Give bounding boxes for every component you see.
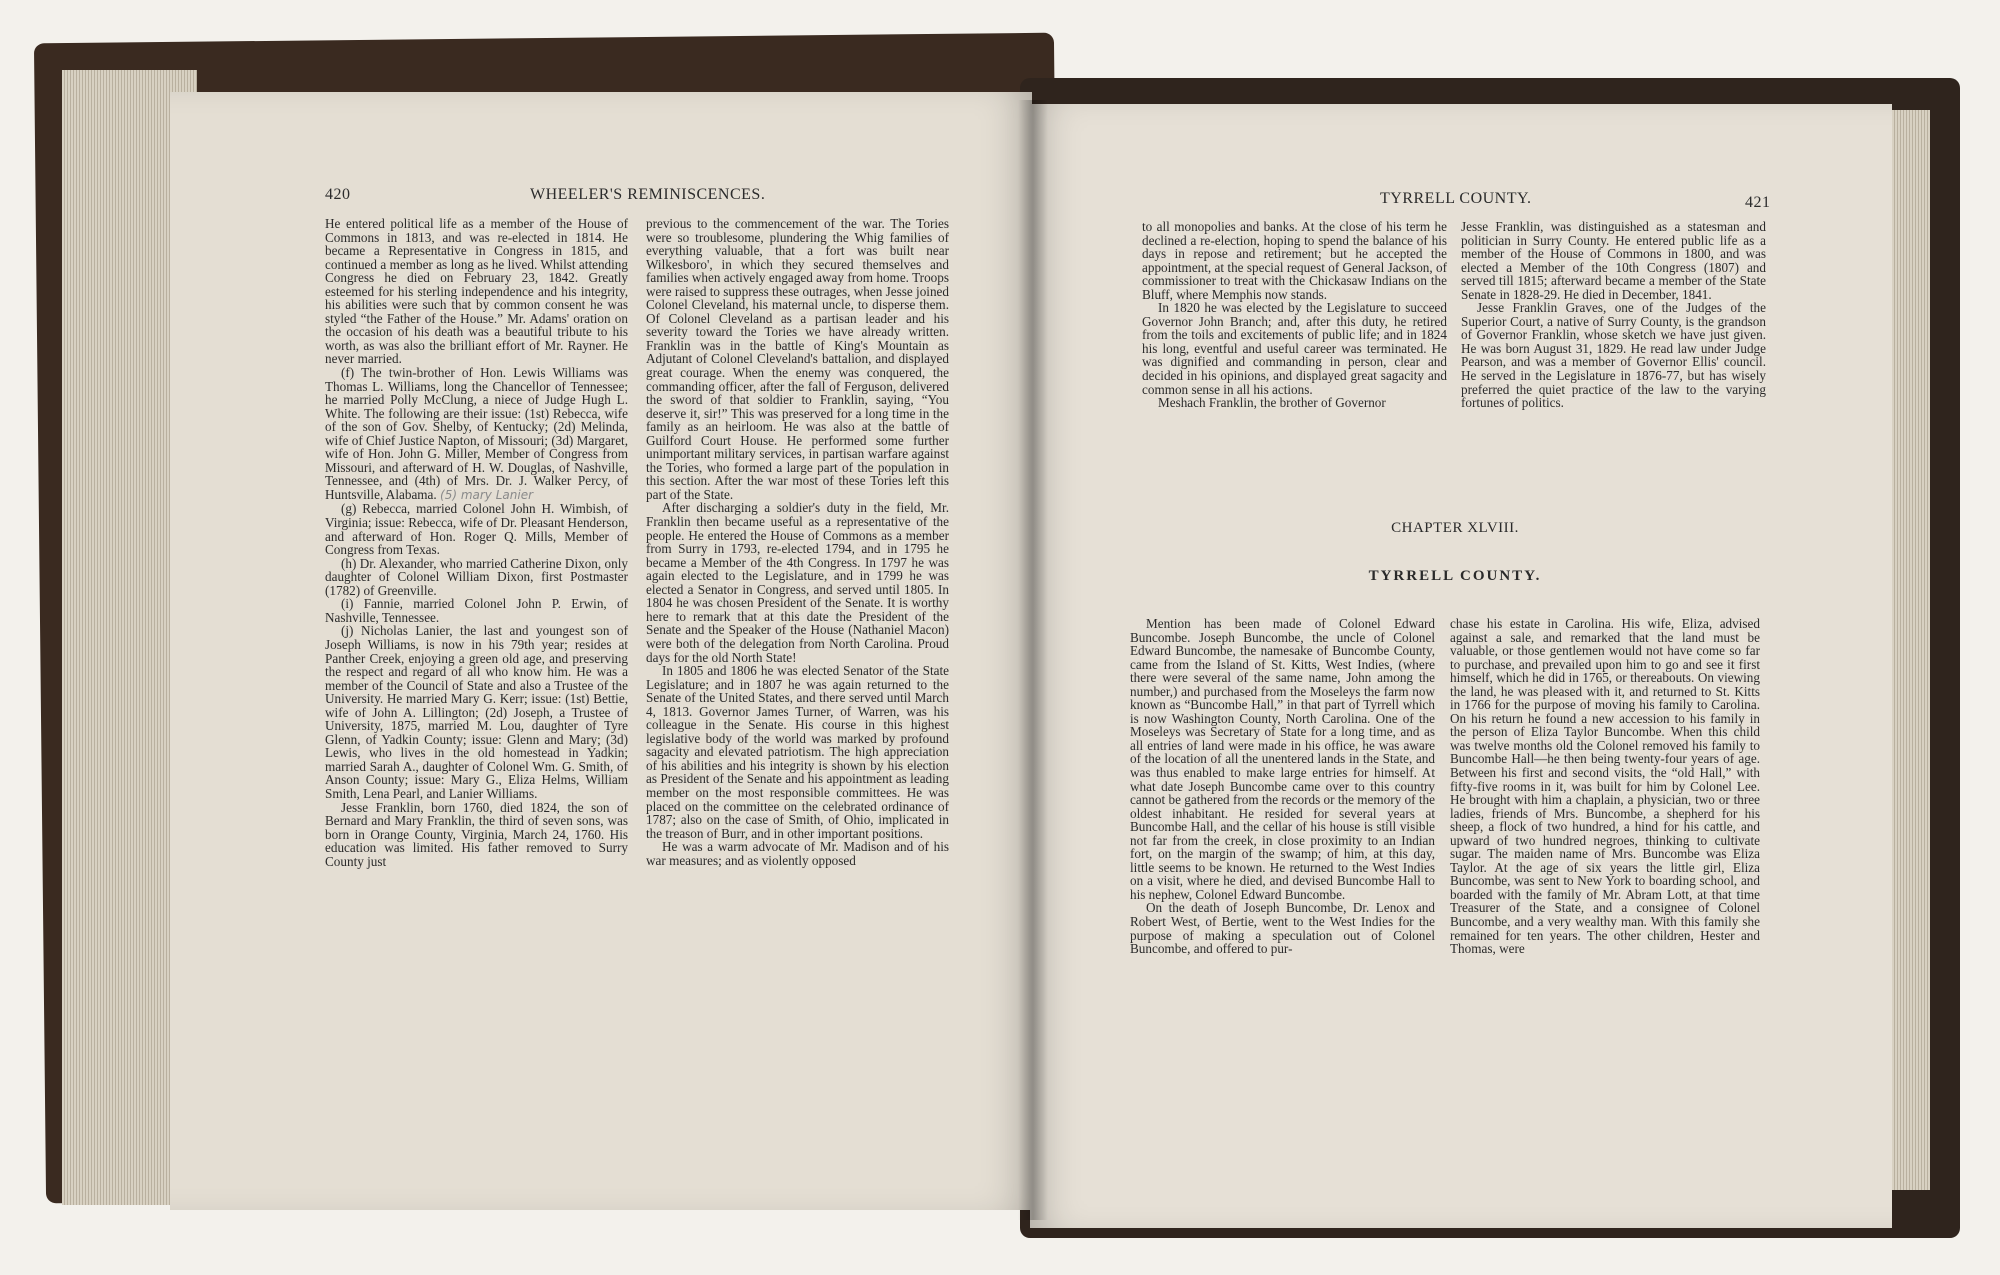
paragraph: Jesse Franklin Graves, one of the Judges of the Superior Court, a native of Surry County, is the grandson of Governor Franklin, whose sketch we have just given. He was born August 31, 1829. He read law under Judge Pearson, and was a member of Governor Ellis' council. He served in the Legislature in 1876-77, but has wisely preferred the quiet practice of the law to the varying fortunes of politics. [1461,300,1766,411]
paragraph: (i) Fannie, married Colonel John P. Erwin, of Nashville, Tennessee. [325,596,628,625]
paragraph: (j) Nicholas Lanier, the last and youngest son of Joseph Williams, is now in his 79th year; resides at Panther Creek, enjoying a green old age, and preserving the respect and regard of all who know him. He was a member of the Council of State and also a Trustee of the University. He married Mary G. Kerr; issue: (1st) Bettie, wife of John A. Lillington; (2d) Joseph, a Trustee of University, 1875, married M. Lou, daughter of Tyre Glenn, of Yadkin County; issue: Glenn and Mary; (3d) Lewis, who lives in the old homestead in Yadkin; married Sarah A., daughter of Colonel Wm. G. Smith, of Anson County; issue: Mary G., Eliza Helms, William Smith, Lena Pearl, and Lanier Williams. [325,623,628,801]
pencil-annotation: (5) mary Lanier [440,487,534,502]
paragraph-text: (f) The twin-brother of Hon. Lewis Williams was Thomas L. Williams, long the Chancellor of Tennessee; he married Polly McClung, a niece of Judge Hugh L. White. The following are their issue: (1st) Rebecca, wife of the son of Gov. Shelby, of Kentucky; (2d) Melinda, wife of Chief Justice Napton, of Missouri; (3d) Margaret, wife of Hon. John G. Miller, Member of Congress from Missouri, and afterward of H. W. Douglas, of Nashville, Tennessee, and (4th) of Mrs. Dr. J. Walker Percy, of Huntsville, Alabama. [325,365,629,502]
right-page-column-1 [1142,220,1447,410]
section-title: TYRRELL COUNTY. [1368,568,1542,584]
paragraph: In 1820 he was elected by the Legislature to succeed Governor John Branch; and, after this duty, he retired from the toils and excitements of public life; and in 1824 his long, eventful and useful career was terminated. He was dignified and commanding in person, clear and decided in his opinions, and displayed great sagacity and common sense in all his actions. [1142,300,1447,397]
paragraph: to all monopolies and banks. At the close of his term he declined a re-election, hoping to spend the balance of his days in repose and retirement; but he accepted the appointment, at the special request of General Jackson, of commissioner to treat with the Chickasaw Indians on the Bluff, where Memphis now stands. [1142,219,1447,302]
right-page-number: 421 [1745,194,1771,211]
paragraph: previous to the commencement of the war. The Tories were so troublesome, plundering the Whig families of everything valuable, that a fort was built near Wilkesboro', in which they secured themselves and families when actively engaged away from home. Troops were raised to suppress these outrages, when Jesse joined Colonel Cleveland, his maternal uncle, to disperse them. Of Colonel Cleveland as a partisan leader and his severity toward the Tories we have already written. Franklin was in the battle of King's Mountain as Adjutant of Colonel Cleveland's battalion, and displayed great courage. When the enemy was conquered, the commanding officer, after the fall of Ferguson, delivered the sword of that soldier to Franklin, saying, “You deserve it, sir!” This was preserved for a long time in the family as an heirloom. He was also at the battle of Guilford Court House. He performed some further unimportant military services, in partisan warfare against the Tories, who formed a large part of the population in this section. After the war most of these Tories left this part of the State. [646,216,949,502]
paragraph: He entered political life as a member of the House of Commons in 1813, and was re-elected in 1814. He became a Representative in Congress in 1815, and continued a member as long as he lived. Whilst attending Congress he died on February 23, 1842. Greatly esteemed for his sterling independence and his integrity, his abilities were such that by common consent he was styled “the Father of the House.” Mr. Adams' oration on the occasion of his death was a beautiful tribute to his worth, as was also the brilliant effort of Mr. Rayner. He never married. [325,216,628,367]
paragraph: On the death of Joseph Buncombe, Dr. Lenox and Robert West, of Bertie, went to the West Indies for the purpose of making a speculation out of Colonel Buncombe, and offered to pur- [1130,900,1435,957]
paragraph: After discharging a soldier's duty in the field, Mr. Franklin then became useful as a representative of the people. He entered the House of Commons as a member from Surry in 1793, re-elected 1794, and in 1795 he became a Member of the 4th Congress. In 1797 he was again elected to the Legislature, and in 1799 he was elected a Senator in Congress, and served until 1805. In 1804 he was chosen President of the Senate. It is worthy here to remark that at this date the President of the Senate and the Speaker of the House (Nathaniel Macon) were both of the delegation from North Carolina. Proud days for the old North State! [646,500,949,665]
paragraph: Mention has been made of Colonel Edward Buncombe. Joseph Buncombe, the uncle of Colonel Edward Buncombe, the namesake of Buncombe County, came from the Island of St. Kitts, West Indies, (where there were several of the same name, John among the number,) and purchased from the Moseleys the farm now known as “Buncombe Hall,” in that part of Tyrrell which is now Washington County, North Carolina. One of the Moseleys was Secretary of State for a long time, and as all entries of land were made in his office, he was aware of the location of all the unentered lands in the State, and was thus enabled to make large entries for himself. At what date Joseph Buncombe came over to this country cannot be gathered from the records or the memory of the oldest inhabitant. He resided for several years at Buncombe Hall, and the cellar of his house is still visible not far from the creek, in close proximity to an Indian fort, on the margin of the swamp; of him, at this day, little seems to be known. He returned to the West Indies on a visit, where he died, and devised Buncombe Hall to his nephew, Colonel Edward Buncombe. [1130,616,1435,902]
paragraph: Jesse Franklin, born 1760, died 1824, the son of Bernard and Mary Franklin, the third of seven sons, was born in Orange County, Virginia, March 24, 1760. His education was limited. His father removed to Surry County just [325,799,628,869]
paragraph [325,366,628,502]
paragraph: In 1805 and 1806 he was elected Senator of the State Legislature; and in 1807 he was again returned to the Senate of the United States, and there served until March 4, 1813. Governor James Turner, of Warren, was his colleague in the Senate. His course in this highest legislative body of the world was marked by profound sagacity and elevated patriotism. The high appreciation of his abilities and his integrity is shown by his election as President of the Senate and his appointment as leading member on the most responsible committees. He was placed on the committee on the celebrated ordinance of 1787; also on the case of Smith, of Ohio, implicated in the treason of Burr, and in other important positions. [646,663,949,841]
paragraph: chase his estate in Carolina. His wife, Eliza, advised against a sale, and remarked that the land must be valuable, or those gentlemen would not have come so far to purchase, and prevailed upon him to go and see it first himself, which he did in 1765, or thereabouts. On viewing the land, he was pleased with it, and returned to St. Kitts in 1766 for the purpose of moving his family to Carolina. On his return he found a new accession to his family in the person of Eliza Taylor Buncombe. When this child was twelve months old the Colonel removed his family to Buncombe Hall—he then being twenty-four years of age. Between his first and second visits, the “old Hall,” with fifty-five rooms in it, was built for him by Colonel Lee. He brought with him a chaplain, a physician, two or three ladies, friends of Mrs. Buncombe, a shepherd for his sheep, a flock of two hundred, a hind for his cattle, and upward of two hundred negroes, thinking to cultivate sugar. The maiden name of Mrs. Buncombe was Eliza Taylor. At the age of six years the little girl, Eliza Buncombe, was sent to New York to boarding school, and boarded with the family of Mr. Abram Lott, at that time Treasurer of the State, and a consignee of Colonel Buncombe, and a very wealthy man. With this family she remained for ten years. The other children, Hester and Thomas, were [1450,616,1760,957]
left-running-head: WHEELER'S REMINISCENCES. [530,186,766,203]
chapter-body-column-1 [1130,617,1435,956]
right-page-column-2 [1461,220,1766,410]
paragraph: Meshach Franklin, the brother of Governor [1158,395,1386,411]
book-gutter [1018,100,1048,1220]
right-running-head: TYRRELL COUNTY. [1380,190,1532,207]
left-page-column-2 [646,217,949,867]
chapter-heading: CHAPTER XLVIII. [1391,520,1519,536]
paragraph: (h) Dr. Alexander, who married Catherine Dixon, only daughter of Colonel William Dixon, first Postmaster (1782) of Greenville. [325,555,628,598]
paragraph: Jesse Franklin, was distinguished as a statesman and politician in Surry County. He entered public life as a member of the House of Commons in 1800, and was elected a Member of the 10th Congress (1807) and served till 1815; afterward became a member of the State Senate in 1828-29. He died in December, 1841. [1461,219,1766,302]
left-page-column-1 [325,217,628,868]
paragraph: (g) Rebecca, married Colonel John H. Wimbish, of Virginia; issue: Rebecca, wife of Dr. Pleasant Henderson, and afterward of Hon. Roger Q. Mills, Member of Congress from Texas. [325,501,628,558]
chapter-body-column-2 [1450,617,1760,956]
left-page-number: 420 [325,186,351,203]
paragraph: He was a warm advocate of Mr. Madison and of his war measures; and as violently opposed [646,839,949,868]
